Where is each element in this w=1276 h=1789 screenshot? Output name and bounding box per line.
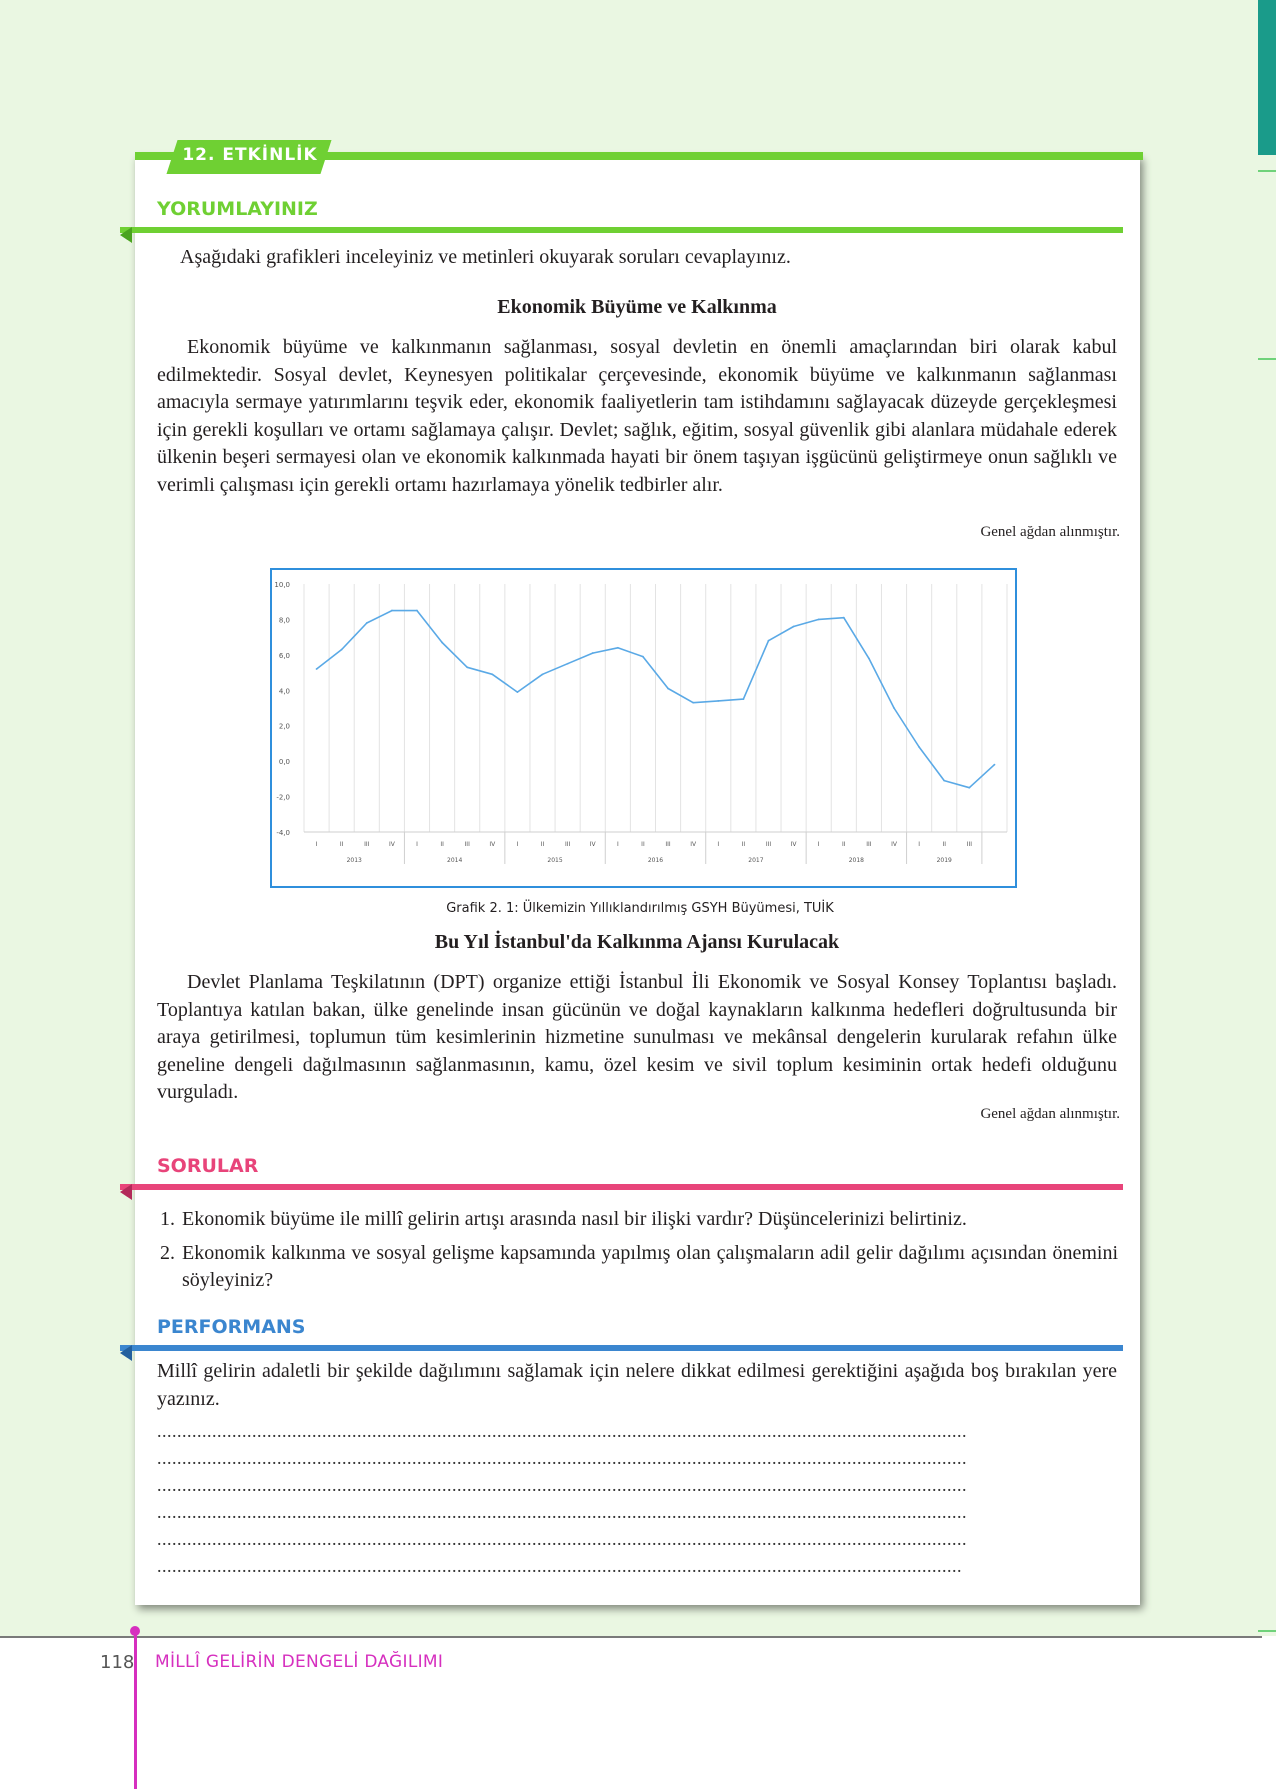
y-tick-label: 4,0: [278, 687, 290, 696]
data-point: [968, 787, 970, 789]
section-rule-pink: [120, 1184, 1123, 1190]
x-quarter-label: IV: [388, 841, 395, 848]
intro-text: Aşağıdaki grafikleri inceleyiniz ve metinleri okuyarak soruları cevaplayınız.: [180, 246, 791, 268]
section-rule-blue: [120, 1345, 1123, 1351]
activity-badge-label: 12. ETKİNLİK: [182, 145, 318, 165]
article1-source: Genel ağdan alınmıştır.: [980, 524, 1120, 540]
question-1: [160, 1206, 1118, 1233]
x-quarter-label: III: [665, 841, 671, 848]
data-point: [868, 658, 870, 660]
x-quarter-label: III: [866, 841, 872, 848]
data-point: [316, 668, 318, 670]
data-point: [441, 642, 443, 644]
data-point: [592, 652, 594, 654]
x-quarter-label: II: [641, 841, 645, 848]
question-number: 1.: [160, 1208, 175, 1230]
data-point: [617, 647, 619, 649]
answer-line[interactable]: ..................................................................................................................................................................: [157, 1529, 967, 1549]
performance-prompt: Millî gelirin adaletli bir şekilde dağılımını sağlamak için nelere dikkat edilmesi gerektiğini aşağıda boş bırakılan yere yazınız.: [157, 1360, 1117, 1410]
answer-line[interactable]: ..................................................................................................................................................................: [157, 1421, 967, 1441]
data-point: [717, 700, 719, 702]
x-quarter-label: I: [416, 841, 418, 848]
x-quarter-label: IV: [690, 841, 697, 848]
gdp-chart-frame: [270, 568, 1017, 888]
x-quarter-label: III: [765, 841, 772, 848]
data-point: [793, 626, 795, 628]
x-quarter-label: IV: [891, 841, 897, 848]
footer-divider-dot: [130, 1626, 140, 1636]
x-quarter-label: IV: [489, 841, 496, 848]
x-quarter-label: II: [741, 841, 746, 848]
data-point: [391, 610, 393, 612]
data-point: [366, 622, 368, 624]
x-quarter-label: I: [817, 841, 820, 848]
question-text: Ekonomik büyüme ile millî gelirin artışı arasında nasıl bir ilişki vardır? Düşüncelerinizi belirtiniz.: [182, 1208, 967, 1230]
question-number: 2.: [160, 1242, 175, 1264]
data-point: [742, 698, 744, 700]
x-year-label: 2019: [936, 857, 952, 864]
data-point: [466, 666, 468, 668]
x-quarter-label: I: [918, 841, 921, 848]
x-quarter-label: III: [564, 841, 571, 848]
x-quarter-label: II: [440, 841, 444, 848]
article2-body: Devlet Planlama Teşkilatının (DPT) organize ettiği İstanbul İli Ekonomik ve Sosyal Konsey Toplantısı başladı. Toplantıya katılan bakan, ülke genelinde insan gücünün ve doğal kaynakların kalkınma hedefleri doğrultusunda bir araya getirilmesi, toplumun tüm kesimlerinin hizmetine sunulması ve mekânsal dengelerin kurularak refahın ülke geneline dengeli dağılmasının sağlanmasının, kamu, özel kesim ve sivil toplum kesiminin ortak hedefi olduğunu vurguladı.: [157, 971, 1117, 1103]
data-point: [491, 673, 493, 675]
data-point: [843, 617, 845, 619]
y-tick-label: 6,0: [278, 651, 290, 660]
x-year-label: 2015: [547, 857, 563, 864]
data-point: [768, 640, 770, 642]
x-year-label: 2014: [447, 857, 463, 864]
x-quarter-label: III: [364, 841, 370, 848]
y-tick-label: 8,0: [278, 616, 290, 625]
article2-title: Bu Yıl İstanbul'da Kalkınma Ajansı Kurulacak: [434, 931, 840, 953]
y-tick-label: 10,0: [274, 581, 290, 589]
x-year-label: 2016: [647, 857, 664, 864]
data-point: [943, 780, 945, 782]
right-edge-tick: [1258, 358, 1276, 360]
answer-line[interactable]: ..................................................................................................................................................................: [157, 1475, 967, 1495]
section-title-yorumlayiniz: YORUMLAYINIZ: [157, 198, 318, 220]
x-quarter-label: I: [616, 841, 619, 848]
footer-divider: [134, 1630, 137, 1789]
data-point: [517, 691, 519, 693]
y-tick-label: 0,0: [278, 758, 290, 767]
x-quarter-label: II: [339, 841, 344, 848]
x-quarter-label: IV: [790, 841, 797, 848]
x-quarter-label: I: [717, 841, 720, 848]
section-title-sorular: SORULAR: [157, 1155, 259, 1177]
right-edge-tick: [1258, 170, 1276, 172]
chart-caption: Grafik 2. 1: Ülkemizin Yıllıklandırılmış GSYH Büyümesi, TUİK: [446, 901, 834, 916]
page-number: 118: [100, 1652, 135, 1673]
section-rule-green: [120, 227, 1123, 233]
x-quarter-label: III: [966, 841, 972, 848]
x-quarter-label: II: [942, 841, 947, 848]
answer-line[interactable]: ..................................................................................................................................................................: [157, 1448, 967, 1468]
data-point: [642, 656, 644, 658]
x-quarter-label: II: [540, 841, 545, 848]
x-quarter-label: IV: [589, 841, 596, 848]
data-point: [542, 673, 544, 675]
section-rule-notch: [120, 227, 132, 243]
x-quarter-label: II: [842, 841, 846, 848]
article1-body: Ekonomik büyüme ve kalkınmanın sağlanması, sosyal devletin en önemli amaçlarından biri olarak kabul edilmektedir. Sosyal devlet, Keynesyen politikalar çerçevesinde, ekonomik büyüme ve kalkınmanın sağlanması amacıyla sermaye yatırımlarını teşvik eder, ekonomik faaliyetlerin tam istihdamını sağlayacak düzeyde gerçekleşmesi için gerekli koşulları ve ortamı sağlamaya çalışır. Devlet; sağlık, eğitim, sosyal güvenlik gibi alanlara müdahale ederek ülkenin beşeri sermayesi olan ve ekonomik kalkınmada hayati bir önem taşıyan işgücünü geliştirmeye onun sağlıklı ve verimli çalışması için gerekli ortamı hazırlamaya yönelik tedbirler alır.: [157, 336, 1117, 496]
x-quarter-label: III: [464, 841, 470, 848]
y-tick-label: -2,0: [276, 793, 290, 802]
data-point: [567, 663, 569, 665]
data-point: [818, 619, 820, 621]
data-point: [893, 707, 895, 709]
y-tick-label: 2,0: [278, 722, 290, 731]
data-point: [341, 649, 343, 651]
right-edge-tick: [1258, 1630, 1276, 1632]
x-year-label: 2018: [848, 857, 864, 864]
chapter-title: MİLLÎ GELİRİN DENGELİ DAĞILIMI: [155, 1652, 444, 1672]
x-year-label: 2013: [346, 857, 362, 864]
answer-line[interactable]: ..................................................................................................................................................................: [157, 1502, 967, 1522]
y-tick-label: -4,0: [276, 829, 290, 837]
article1-title: Ekonomik Büyüme ve Kalkınma: [497, 296, 777, 318]
data-point: [918, 746, 920, 748]
section-title-performans: PERFORMANS: [157, 1316, 306, 1338]
answer-line[interactable]: .................................................................................................................................................................: [157, 1556, 962, 1576]
x-quarter-label: I: [516, 841, 519, 848]
data-point: [692, 702, 694, 704]
gdp-chart: [272, 570, 1015, 886]
data-point: [416, 610, 418, 612]
x-quarter-label: I: [315, 841, 318, 848]
section-rule-notch: [120, 1184, 132, 1200]
article2-source: Genel ağdan alınmıştır.: [980, 1106, 1120, 1122]
data-point: [994, 764, 996, 766]
page-bottom-rule: [0, 1636, 1262, 1638]
question-text: Ekonomik kalkınma ve sosyal gelişme kapsamında yapılmış olan çalışmaların adil gelir dağılımı açısından önemini söyleyiniz?: [182, 1242, 1118, 1291]
x-year-label: 2017: [748, 857, 764, 864]
data-point: [667, 688, 669, 690]
section-rule-notch: [120, 1345, 132, 1361]
right-edge-tab: [1258, 0, 1276, 155]
question-2: [160, 1240, 1118, 1294]
